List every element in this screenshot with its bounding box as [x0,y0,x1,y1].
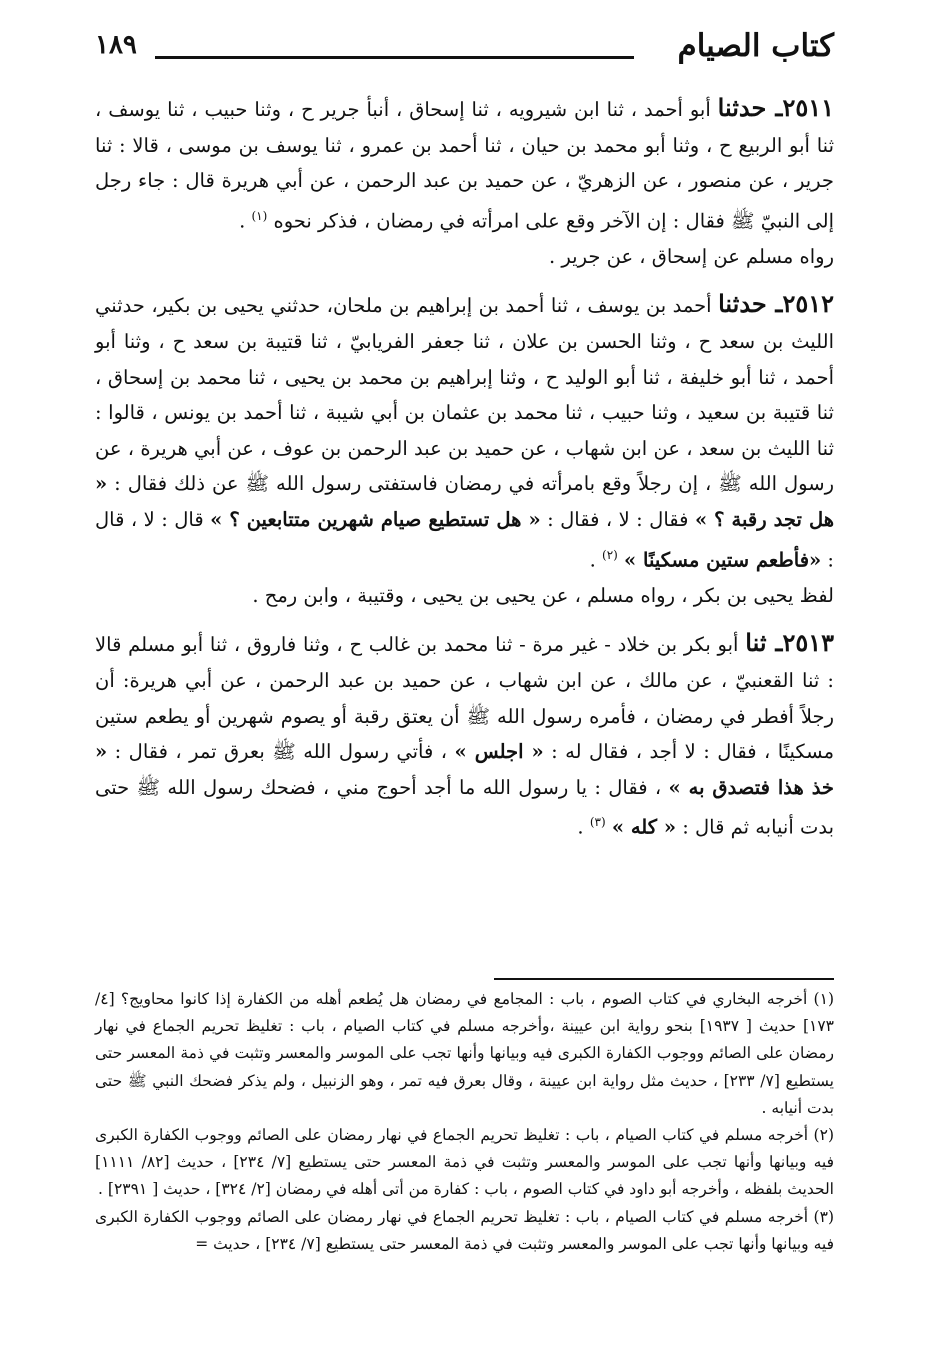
footnote-divider [494,978,834,980]
hadith-number: ٢٥١١ [782,93,834,122]
hadith-text-cont: ، فقال : يا رسول الله ما أجد أحوج مني ، فضحك رسول الله ﷺ حتى بدت أنيابه ثم قال : [95,775,834,839]
page-header [95,22,834,72]
prophetic-quote: « اجلس » [454,740,544,764]
hadith-text: أحمد بن يوسف ، ثنا أحمد بن إبراهيم بن ملحان، حدثني يحيى بن بكير، حدثني الليث بن سعد ح ، وثنا الحسن بن علان ، ثنا جعفر الفريابيّ ، ثنا قتيبة بن سعد ح ، وثنا أبو أحمد ، ثنا أبو خليفة ، ثنا أبو الوليد ح ، وثنا إبراهيم بن محمد بن يحيى ، ثنا محمد بن إسحاق ، ثنا قتيبة بن سعيد ، وثنا حبيب ، ثنا محمد بن عثمان بن أبي شيبة ، ثنا أحمد بن يونس ، قالوا : ثنا الليث بن سعد ، عن ابن شهاب ، عن حميد بن عبد الرحمن بن عوف ، عن أبي هريرة ، عن رسول الله ﷺ ، إن رجلاً وقع بامرأته في رمضان فاستفتى رسول الله ﷺ عن ذلك فقال : [95,294,834,496]
header-rule [155,56,634,59]
hadith-number: ٢٥١٢ [782,289,834,319]
footnote-ref: (٣) [589,815,606,830]
footnote-1: (١) أخرجه البخاري في كتاب الصوم ، باب : المجامع في رمضان هل يُطعم أهله من الكفارة إذا كانوا محاويج؟ [٤/ ١٧٣] حديث [ ١٩٣٧] بنحو رواية ابن عيينة ،وأخرجه مسلم في كتاب الصيام ، باب : تغليظ تحريم الجماع في نهار رمضان على الصائم ووجوب الكفارة الكبرى فيه وبيانها وأنها تجب على الموسر والمعسر وتثبت في ذمة المعسر حتى يستطيع [٧/ ٢٣٣] ، حديث مثل رواية ابن عيينة ، وقال بعرق فيه تمر ، وهو الزنبيل ، ولم يذكر فضحك النبي ﷺ حتى بدت أنيابه . [95,990,834,1117]
hadith-number: ٢٥١٣ [782,628,835,658]
hadith-text-cont: فقال : لا ، فقال : [547,508,689,532]
prophetic-quote: « كله » [611,815,677,839]
prophetic-quote: « هل تجد رقبة ؟ » [95,472,835,532]
hadith-text-cont: قال : لا ، قال : [95,508,834,572]
hadith-lead: ـ ثنا [745,628,783,658]
footnote-2: (٢) أخرجه مسلم في كتاب الصيام ، باب : تغليظ تحريم الجماع في نهار رمضان على الصائم ووجوب الكفارة الكبرى فيه وبيانها وأنها تجب على الموسر والمعسر وتثبت في ذمة المعسر حتى يستطيع [٧/ ٢٣٤] ، حديث [٨٢/ ١١١١] الحديث بلفظه ، وأخرجه أبو داود في كتاب الصوم ، باب : كفارة من أتى أهله في رمضان [٢/ ٣٢٤] ، حديث [ ٢٣٩١] . [95,1126,834,1199]
prophetic-quote: « خذ هذا فتصدق به » [95,740,834,799]
hadith-2512: ٢٥١٢ـ حدثنا أحمد بن يوسف ، ثنا أحمد بن إبراهيم بن ملحان، حدثني يحيى بن بكير، حدثني الليث بن سعد ح ، وثنا الحسن بن علان ، ثنا جعفر الفريابيّ ، ثنا قتيبة بن سعد ح ، وثنا أبو أحمد ، ثنا أبو خليفة ، ثنا أبو الوليد ح ، وثنا إبراهيم بن محمد بن يحيى ، ثنا محمد بن إسحاق ، ثنا قتيبة بن سعيد ، وثنا حبيب ، ثنا محمد بن عثمان بن أبي شيبة ، ثنا أحمد بن يونس ، قالوا : ثنا الليث بن سعد ، عن ابن شهاب ، عن حميد بن عبد الرحمن بن عوف ، عن أبي هريرة ، عن رسول الله ﷺ ، إن رجلاً وقع بامرأته في رمضان فاستفتى رسول الله ﷺ عن ذلك فقال : « هل تجد رقبة ؟ » فقال : لا ، فقال : « هل تستطيع صيام شهرين متتابعين ؟ » قال : لا ، قال : «فأطعم ستين مسكينًا » $^{(٢)}$ . [95,289,835,572]
hadith-note: لفظ يحيى بن بكر ، رواه مسلم ، عن يحيى بن يحيى ، وقتيبة ، وابن رمح . [252,583,834,607]
prophetic-quote: «فأطعم ستين مسكينًا » [624,548,822,572]
hadith-2511: ٢٥١١ـ حدثنا أبو أحمد ، ثنا ابن شيرويه ، ثنا إسحاق ، أنبأ جرير ح ، وثنا حبيب ، ثنا يوسف ، ثنا أبو الربيع ح ، وثنا أبو محمد بن حيان ، ثنا أحمد بن عمرو ، ثنا يوسف بن موسى ، قالا : ثنا جرير ، عن منصور ، عن الزهريّ ، عن حميد بن عبد الرحمن ، عن أبي هريرة قال : جاء رجل إلى النبيّ ﷺ فقال : إن الآخر وقع على امرأته في رمضان ، فذكر نحوه $^{(١)}$ . [95,93,834,233]
chapter-title: كتاب الصيام [677,28,834,64]
prophetic-quote: « هل تستطيع صيام شهرين متتابعين ؟ » [210,508,541,532]
hadith-2513: ٢٥١٣ـ ثنا أبو بكر بن خلاد - غير مرة - ثنا محمد بن غالب ح ، وثنا فاروق ، ثنا أبو مسلم قالا : ثنا القعنبيّ ، عن مالك ، عن ابن شهاب ، عن حميد بن عبد الرحمن ، عن أبي هريرة: أن رجلاً أفطر في رمضان ، فأمره رسول الله ﷺ أن يعتق رقبة أو يصوم شهرين أو يطعم ستين مسكينًا ، فقال : لا أجد ، فقال له : « اجلس » ، فأتي رسول الله ﷺ بعرق تمر ، فقال : « خذ هذا فتصدق به » ، فقال : يا رسول الله ما أجد أحوج مني ، فضحك رسول الله ﷺ حتى بدت أنيابه ثم قال : « كله » $^{(٣)}$ . [95,628,835,839]
footnote-3: (٣) أخرجه مسلم في كتاب الصيام ، باب : تغليظ تحريم الجماع في نهار رمضان على الصائم ووجوب الكفارة الكبرى فيه وبيانها وأنها تجب على الموسر والمعسر وتثبت في ذمة المعسر حتى يستطيع [٧/ ٢٣٤] ، حديث = [95,1207,834,1253]
hadith-lead: ـ حدثنا [717,93,783,122]
hadith-text: أبو أحمد ، ثنا ابن شيرويه ، ثنا إسحاق ، أنبأ جرير ح ، وثنا حبيب ، ثنا يوسف ، ثنا أبو الربيع ح ، وثنا أبو محمد بن حيان ، ثنا أحمد بن عمرو ، ثنا يوسف بن موسى ، قالا : ثنا جرير ، عن منصور ، عن الزهريّ ، عن حميد بن عبد الرحمن ، عن أبي هريرة قال : جاء رجل إلى النبيّ ﷺ فقال : إن الآخر وقع على امرأته في رمضان ، فذكر نحوه [95,98,834,233]
footnote-ref: (١) [251,208,268,223]
hadith-text-cont: ، فأتي رسول الله ﷺ بعرق تمر ، فقال : [114,740,448,764]
hadith-lead: ـ حدثنا [718,289,783,319]
footnotes [95,986,834,1258]
footnote-ref: (٢) [602,547,618,562]
main-text [95,90,834,845]
hadith-text: أبو بكر بن خلاد - غير مرة - ثنا محمد بن غالب ح ، وثنا فاروق ، ثنا أبو مسلم قالا : ثنا القعنبيّ ، عن مالك ، عن ابن شهاب ، عن حميد بن عبد الرحمن ، عن أبي هريرة: أن رجلاً أفطر في رمضان ، فأمره رسول الله ﷺ أن يعتق رقبة أو يصوم شهرين أو يطعم ستين مسكينًا ، فقال : لا أجد ، فقال له : [95,633,835,764]
page-number: ١٨٩ [95,30,137,60]
hadith-note: رواه مسلم عن إسحاق ، عن جرير . [549,244,834,268]
